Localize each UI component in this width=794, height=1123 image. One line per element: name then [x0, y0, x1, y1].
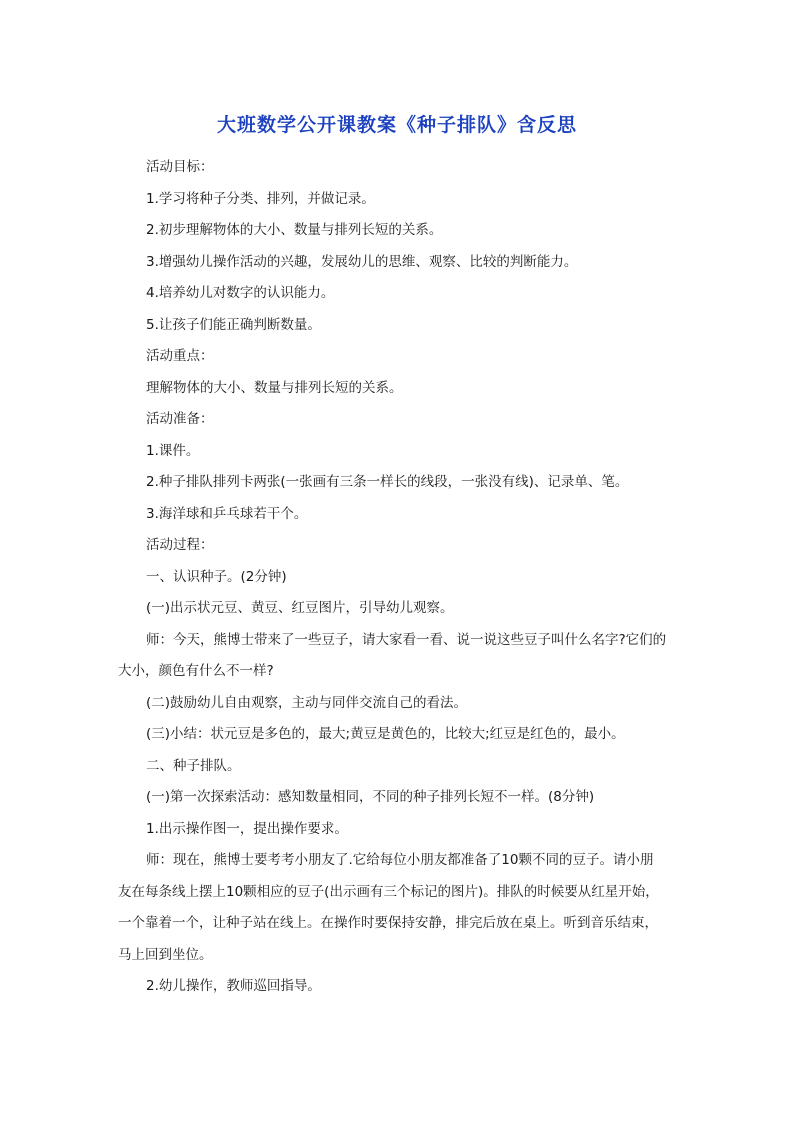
paragraph: 活动重点：	[146, 348, 214, 364]
paragraph: 活动目标：	[146, 159, 214, 175]
paragraph: 活动过程：	[146, 537, 214, 553]
paragraph: 师：今天，熊博士带来了一些豆子，请大家看一看、说一说这些豆子叫什么名字?它们的	[146, 631, 667, 648]
paragraph: (一)出示状元豆、黄豆、红豆图片，引导幼儿观察。	[146, 600, 454, 616]
paragraph: (一)第一次探索活动：感知数量相同，不同的种子排列长短不一样。(8分钟)	[146, 789, 595, 805]
document-body	[118, 152, 678, 1003]
paragraph-continuation: 一个靠着一个，让种子站在线上。在操作时要保持安静，排完后放在桌上。听到音乐结束，	[118, 915, 658, 931]
paragraph: 5.让孩子们能正确判断数量。	[146, 316, 321, 333]
paragraph-continuation: 大小，颜色有什么不一样?	[118, 663, 274, 679]
paragraph: 理解物体的大小、数量与排列长短的关系。	[146, 379, 403, 396]
paragraph: (三)小结：状元豆是多色的，最大;黄豆是黄色的，比较大;红豆是红色的，最小。	[146, 726, 625, 742]
paragraph: 2.种子排队排列卡两张(一张画有三条一样长的线段，一张没有线)、记录单、笔。	[146, 474, 629, 490]
paragraph: 4.培养幼儿对数字的认识能力。	[146, 285, 335, 301]
paragraph: 2.初步理解物体的大小、数量与排列长短的关系。	[146, 222, 443, 238]
paragraph-continuation: 马上回到坐位。	[118, 946, 213, 963]
paragraph: 3.海洋球和乒乓球若干个。	[146, 505, 308, 522]
paragraph: 1.课件。	[146, 442, 200, 459]
paragraph: 二、种子排队。	[146, 757, 241, 774]
paragraph: (二)鼓励幼儿自由观察，主动与同伴交流自己的看法。	[146, 694, 468, 711]
paragraph: 活动准备：	[146, 411, 214, 427]
document-title: 大班数学公开课教案《种子排队》含反思	[216, 114, 577, 136]
paragraph: 2.幼儿操作，教师巡回指导。	[146, 978, 321, 994]
paragraph: 一、认识种子。(2分钟)	[146, 568, 287, 585]
paragraph: 1.出示操作图一，提出操作要求。	[146, 820, 348, 837]
paragraph: 师：现在，熊博士要考考小朋友了.它给每位小朋友都准备了10颗不同的豆子。请小朋	[146, 852, 654, 868]
paragraph-continuation: 友在每条线上摆上10颗相应的豆子(出示画有三个标记的图片)。排队的时候要从红星开始，	[118, 883, 659, 900]
paragraph: 3.增强幼儿操作活动的兴趣，发展幼儿的思维、观察、比较的判断能力。	[146, 253, 578, 270]
paragraph: 1.学习将种子分类、排列，并做记录。	[146, 190, 375, 207]
